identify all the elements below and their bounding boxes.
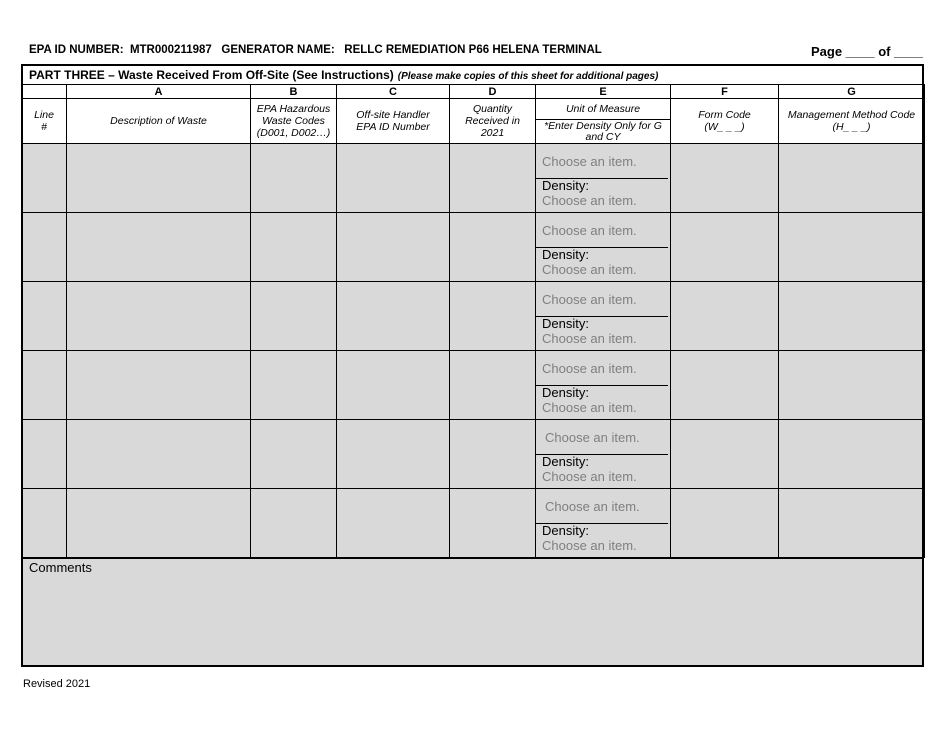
form-code-cell[interactable]	[671, 351, 779, 420]
unit-cell	[536, 144, 671, 213]
quantity-cell[interactable]	[450, 213, 536, 282]
line-number-cell[interactable]	[22, 213, 67, 282]
column-letter-blank	[22, 85, 67, 99]
form-code-cell[interactable]	[671, 213, 779, 282]
column-header-row	[22, 99, 925, 144]
table-row	[22, 213, 925, 282]
description-cell[interactable]	[67, 489, 251, 558]
header-line-number: Line #	[22, 99, 67, 144]
comments-field[interactable]	[21, 558, 924, 667]
unit-cell	[536, 213, 671, 282]
table-row	[22, 282, 925, 351]
unit-dropdown[interactable]: Choose an item.	[542, 292, 637, 307]
handler-id-cell[interactable]	[337, 144, 450, 213]
unit-cell	[536, 282, 671, 351]
handler-id-cell[interactable]	[337, 213, 450, 282]
column-letter-d: D	[450, 85, 536, 99]
density-dropdown[interactable]: Choose an item.	[542, 331, 637, 346]
waste-codes-cell[interactable]	[251, 282, 337, 351]
line-number-cell[interactable]	[22, 420, 67, 489]
quantity-cell[interactable]	[450, 282, 536, 351]
unit-cell	[536, 351, 671, 420]
comments-label: Comments	[29, 560, 92, 575]
quantity-cell[interactable]	[450, 144, 536, 213]
unit-dropdown[interactable]: Choose an item.	[545, 499, 640, 514]
revision-footer: Revised 2021	[23, 678, 91, 690]
table-right-border	[922, 84, 924, 558]
density-dropdown[interactable]: Choose an item.	[542, 538, 637, 553]
density-label: Density:	[542, 385, 589, 400]
column-letter-a: A	[67, 85, 251, 99]
management-code-cell[interactable]	[779, 489, 925, 558]
description-cell[interactable]	[67, 351, 251, 420]
column-letter-c: C	[337, 85, 450, 99]
density-dropdown[interactable]: Choose an item.	[542, 262, 637, 277]
part-three-note: (Please make copies of this sheet for additional pages)	[397, 71, 659, 82]
management-code-cell[interactable]	[779, 351, 925, 420]
description-cell[interactable]	[67, 420, 251, 489]
density-dropdown[interactable]: Choose an item.	[542, 469, 637, 484]
form-code-cell[interactable]	[671, 489, 779, 558]
unit-dropdown[interactable]: Choose an item.	[542, 154, 637, 169]
header-handler-id: Off-site Handler EPA ID Number	[337, 99, 450, 144]
column-letter-e: E	[536, 85, 671, 99]
handler-id-cell[interactable]	[337, 489, 450, 558]
density-dropdown[interactable]: Choose an item.	[542, 193, 637, 208]
density-label: Density:	[542, 454, 589, 469]
unit-dropdown[interactable]: Choose an item.	[545, 430, 640, 445]
handler-id-cell[interactable]	[337, 420, 450, 489]
table-row	[22, 144, 925, 213]
column-letter-row	[22, 85, 925, 99]
column-letter-b: B	[251, 85, 337, 99]
header-unit-label: Unit of Measure	[536, 99, 670, 120]
epa-id-value: MTR000211987	[129, 44, 212, 56]
part-three-title-bar	[21, 64, 924, 84]
unit-dropdown[interactable]: Choose an item.	[542, 223, 637, 238]
unit-cell	[536, 489, 671, 558]
handler-id-cell[interactable]	[337, 282, 450, 351]
form-code-cell[interactable]	[671, 144, 779, 213]
density-label: Density:	[542, 247, 589, 262]
line-number-cell[interactable]	[22, 351, 67, 420]
unit-dropdown[interactable]: Choose an item.	[542, 361, 637, 376]
form-code-cell[interactable]	[671, 282, 779, 351]
density-label: Density:	[542, 316, 589, 331]
management-code-cell[interactable]	[779, 144, 925, 213]
header-quantity: Quantity Received in 2021	[450, 99, 536, 144]
density-label: Density:	[542, 523, 589, 538]
quantity-cell[interactable]	[450, 420, 536, 489]
part-three-title: PART THREE – Waste Received From Off-Site (See Instructions)	[29, 68, 394, 82]
description-cell[interactable]	[67, 213, 251, 282]
density-label: Density:	[542, 178, 589, 193]
line-number-cell[interactable]	[22, 144, 67, 213]
header-unit-of-measure	[536, 99, 671, 144]
description-cell[interactable]	[67, 144, 251, 213]
line-number-cell[interactable]	[22, 282, 67, 351]
column-letter-f: F	[671, 85, 779, 99]
waste-codes-cell[interactable]	[251, 420, 337, 489]
table-row	[22, 420, 925, 489]
management-code-cell[interactable]	[779, 213, 925, 282]
unit-cell	[536, 420, 671, 489]
description-cell[interactable]	[67, 282, 251, 351]
header-waste-codes: EPA Hazardous Waste Codes (D001, D002…)	[251, 99, 337, 144]
waste-codes-cell[interactable]	[251, 213, 337, 282]
table-left-border	[21, 84, 23, 558]
header-management-code: Management Method Code (H_ _ _)	[779, 99, 925, 144]
table-row	[22, 351, 925, 420]
management-code-cell[interactable]	[779, 282, 925, 351]
quantity-cell[interactable]	[450, 351, 536, 420]
waste-received-table	[21, 84, 925, 558]
header-density-note: *Enter Density Only for G and CY	[544, 120, 662, 143]
management-code-cell[interactable]	[779, 420, 925, 489]
generator-name-label: GENERATOR NAME:	[221, 44, 335, 56]
form-code-cell[interactable]	[671, 420, 779, 489]
quantity-cell[interactable]	[450, 489, 536, 558]
waste-codes-cell[interactable]	[251, 144, 337, 213]
form-header	[29, 44, 602, 56]
waste-codes-cell[interactable]	[251, 351, 337, 420]
handler-id-cell[interactable]	[337, 351, 450, 420]
page-number[interactable]: Page ____ of ____	[811, 44, 924, 59]
epa-id-label: EPA ID NUMBER:	[29, 44, 124, 56]
density-dropdown[interactable]: Choose an item.	[542, 400, 637, 415]
waste-codes-cell[interactable]	[251, 489, 337, 558]
table-row	[22, 489, 925, 558]
header-description: Description of Waste	[67, 99, 251, 144]
generator-name-value: RELLC REMEDIATION P66 HELENA TERMINAL	[344, 44, 602, 56]
column-letter-g: G	[779, 85, 925, 99]
line-number-cell[interactable]	[22, 489, 67, 558]
header-form-code: Form Code (W_ _ _)	[671, 99, 779, 144]
